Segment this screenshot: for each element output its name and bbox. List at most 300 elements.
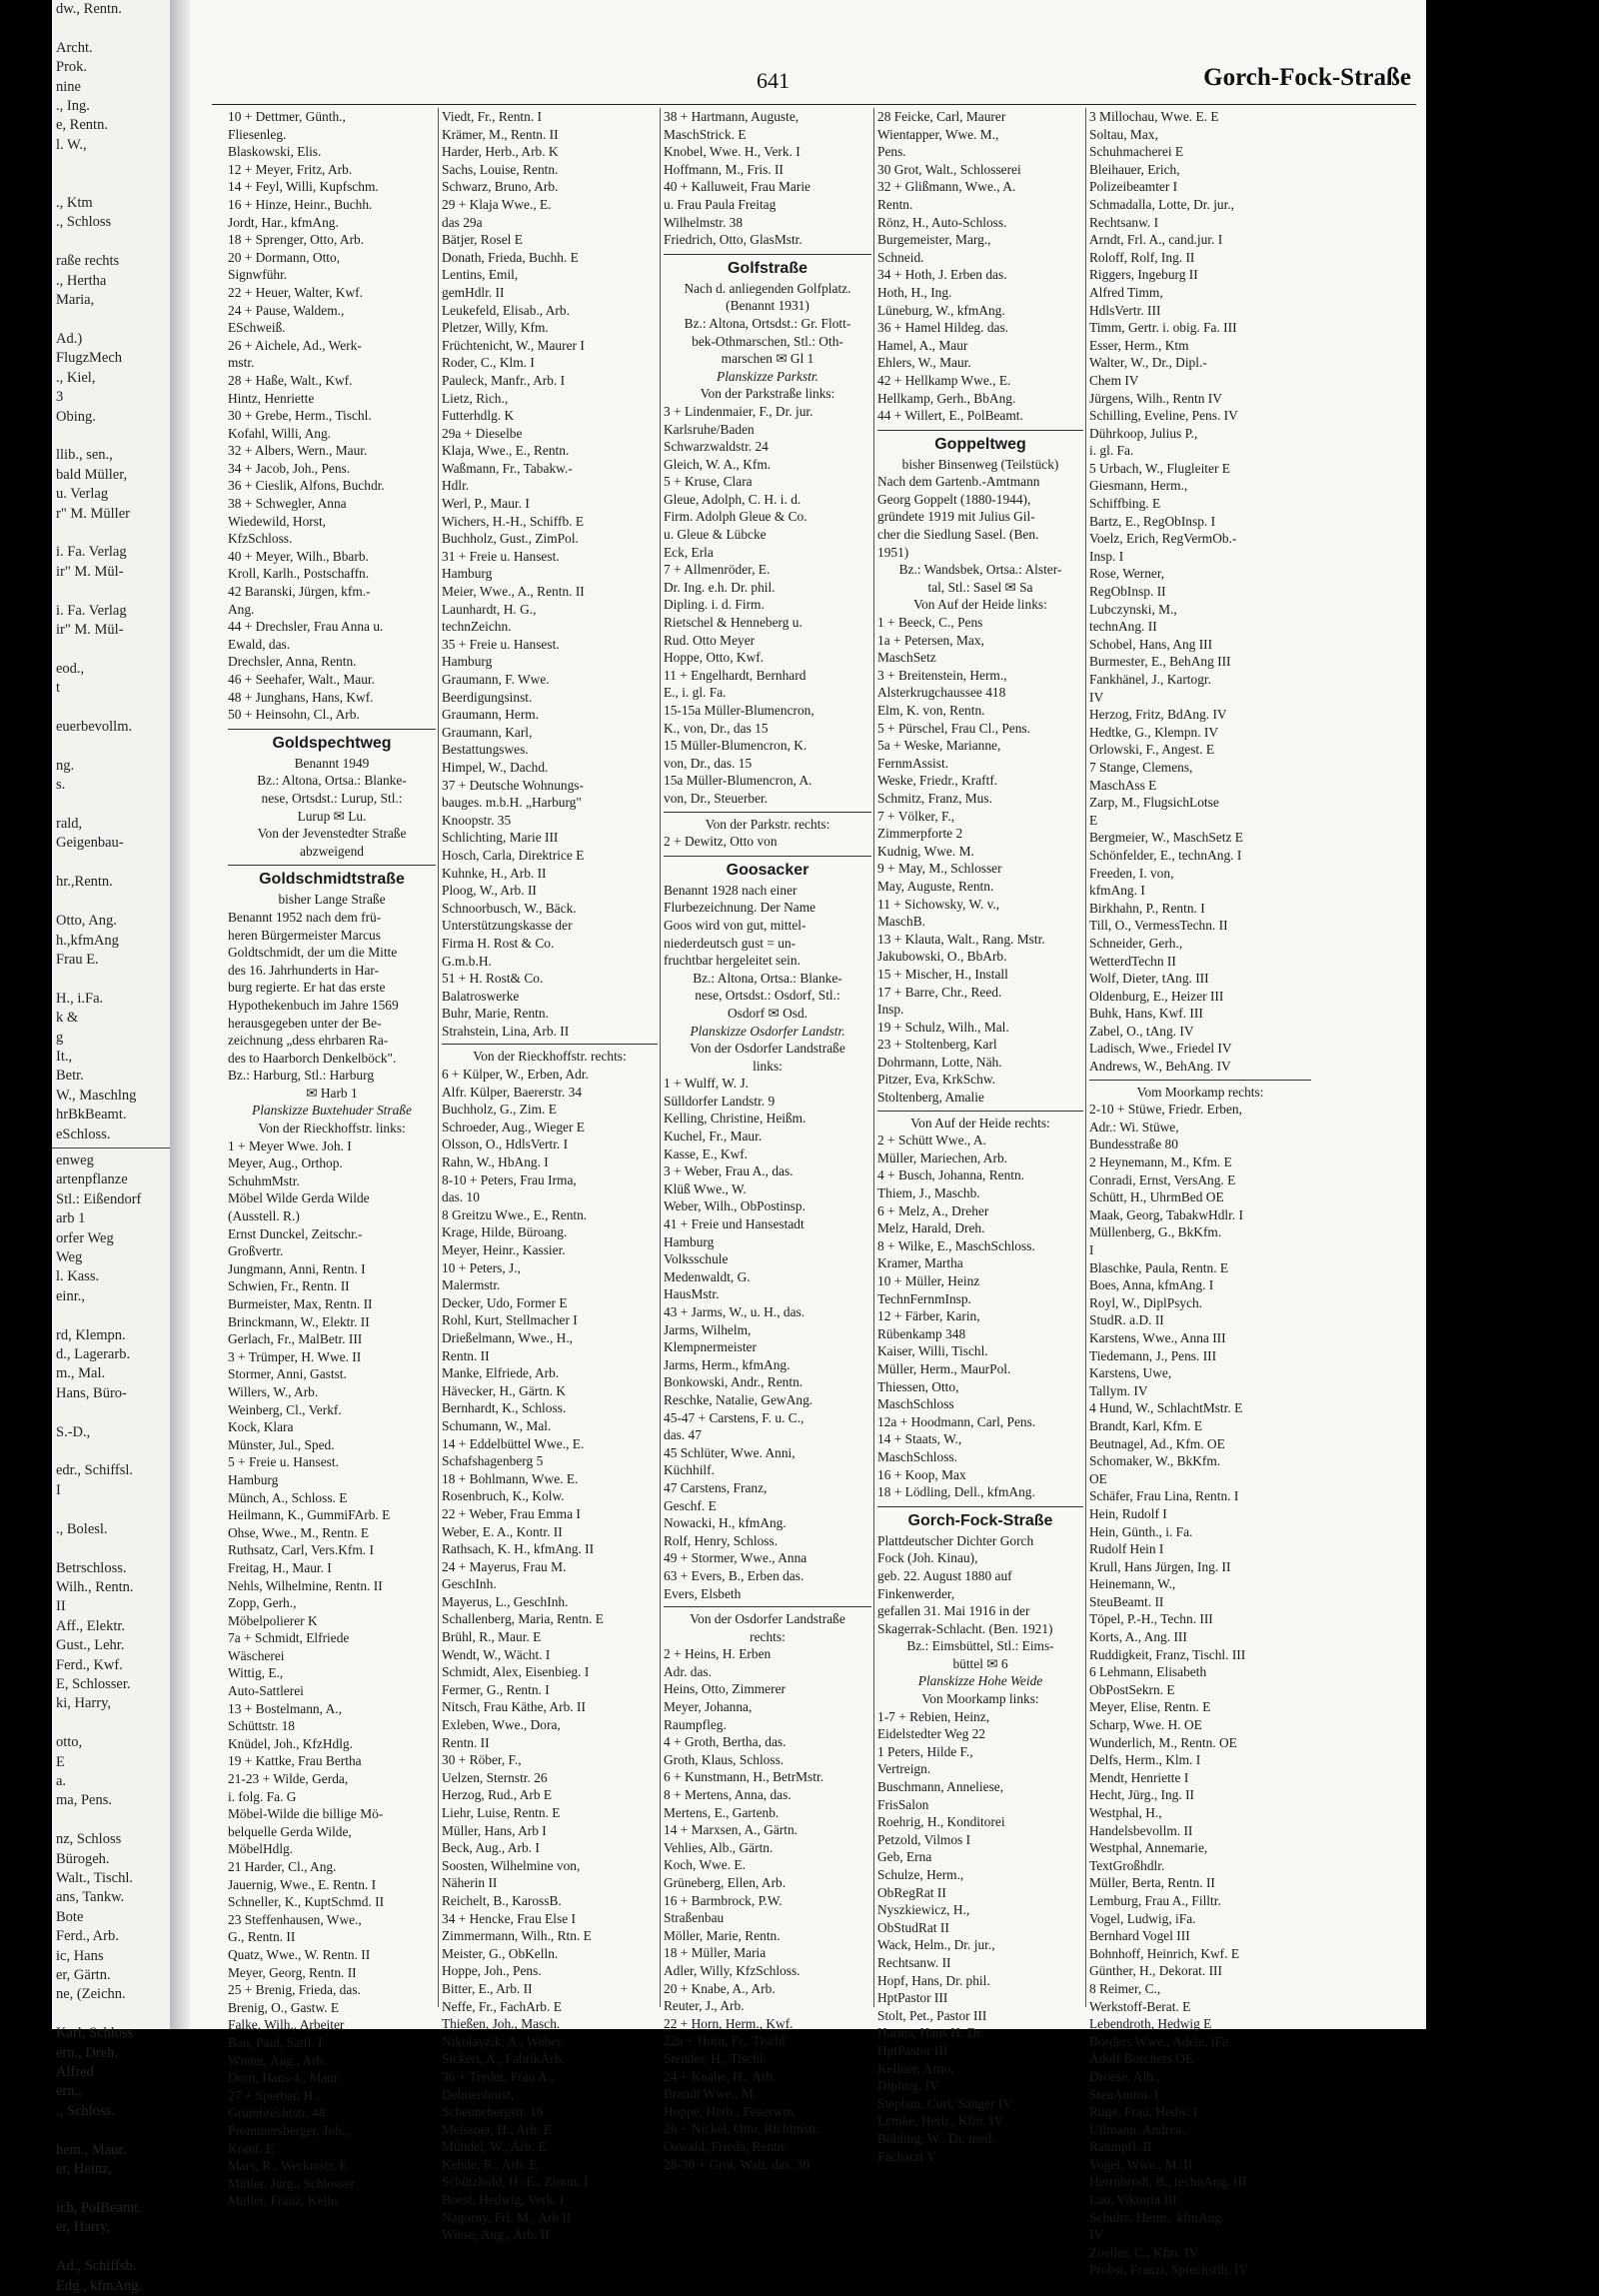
directory-entry: Krämer, M., Rentn. II xyxy=(442,126,559,142)
directory-entry: Neffe, Fr., FachArb. E xyxy=(442,1998,562,2014)
street-note: Bz.: Altona, Ortsa.: Blanke- xyxy=(693,970,842,986)
facing-page-text: Karl, Schloss xyxy=(56,2025,134,2042)
directory-entry: Hoppe, Herb., Feuerwm. xyxy=(664,2103,798,2119)
directory-entry: 3 + Weber, Frau A., das. xyxy=(664,1163,794,1179)
directory-entry: Hellkamp, Gerh., BbAng. xyxy=(877,390,1016,406)
directory-entry: Weber, E. A., Kontr. II xyxy=(442,1523,563,1539)
facing-page-text xyxy=(52,2005,170,2024)
directory-entry: Kudnig, Wwe. M. xyxy=(877,843,974,859)
directory-entry: Dipling. IV xyxy=(877,2078,939,2094)
directory-entry: Bau, Paul, Sattl. I xyxy=(228,2034,323,2050)
directory-entry: Nowacki, H., kfmAng. xyxy=(664,1515,787,1531)
directory-entry: cher die Siedlung Sasel. (Ben. xyxy=(877,527,1039,543)
directory-entry: Münch, A., Schloss. E xyxy=(228,1489,348,1505)
directory-entry: Thießen, Joh., Masch. xyxy=(442,2016,561,2032)
directory-entry: 6 + Külper, W., Erben, Adr. xyxy=(442,1067,589,1083)
facing-page-text: einr., xyxy=(56,1287,85,1304)
facing-page-text: otto, xyxy=(56,1734,83,1751)
facing-page-text xyxy=(52,311,170,330)
directory-entry: Alfr. Külper, Baererstr. 34 xyxy=(442,1084,583,1100)
directory-entry: Thiessen, Otto, xyxy=(877,1378,959,1394)
directory-entry: Hoppe, Joh., Pens. xyxy=(442,1963,542,1979)
directory-entry: Werl, P., Maur. I xyxy=(442,496,530,512)
directory-entry: Roloff, Rolf, Ing. II xyxy=(1089,249,1195,265)
directory-entry: Hoppe, Otto, Kwf. xyxy=(664,650,765,666)
directory-entry: kfmAng. I xyxy=(1089,883,1145,899)
facing-page-text: It., xyxy=(56,1048,73,1065)
directory-entry: Rudolf Hein I xyxy=(1089,1541,1164,1557)
directory-entry: Volksschule xyxy=(664,1251,729,1267)
directory-entry: Schwarz, Bruno, Arb. xyxy=(442,179,559,195)
directory-entry: 2 + Dewitz, Otto von xyxy=(664,834,778,850)
directory-entry: GeschInh. xyxy=(442,1576,497,1592)
facing-page-text xyxy=(52,854,170,873)
directory-entry: 50 + Heinsohn, Cl., Arb. xyxy=(228,707,360,723)
directory-entry: Wendt, W., Wächt. I xyxy=(442,1646,551,1662)
directory-entry: Stephan, Curt, Sänger IV xyxy=(877,2095,1012,2111)
directory-entry: 1-7 + Rebien, Heinz, xyxy=(877,1708,990,1724)
directory-entry: technAng. II xyxy=(1089,619,1157,635)
directory-entry: gefallen 31. Mai 1916 in der xyxy=(877,1603,1030,1619)
facing-page-text xyxy=(52,2121,170,2140)
facing-page-text: enweg xyxy=(56,1151,94,1168)
directory-entry: Waßmann, Fr., Tabakw.- xyxy=(442,460,573,476)
directory-entry: 27 + Sperber, H., xyxy=(228,2087,320,2103)
directory-entry: 38 + Schwegler, Anna xyxy=(228,496,347,512)
directory-entry: Fliesenleg. xyxy=(228,126,287,142)
facing-page-text xyxy=(52,1539,170,1558)
directory-entry: Falke, Wilh., Arbeiter xyxy=(228,2017,345,2033)
directory-entry: Ploog, W., Arb. II xyxy=(442,883,537,899)
facing-page-text: Otto, Ang. xyxy=(56,913,117,930)
directory-entry: Donath, Frieda, Buchh. E xyxy=(442,249,579,265)
directory-entry: Hypothekenbuch im Jahre 1569 xyxy=(228,997,399,1013)
directory-entry: Schüttstr. 18 xyxy=(228,1718,295,1734)
directory-entry: 8 Reimer, C., xyxy=(1089,1980,1161,1996)
directory-column-4 xyxy=(877,108,1083,2164)
facing-page-text: g xyxy=(56,1029,64,1046)
facing-page-text xyxy=(52,1306,170,1325)
facing-page-text: II xyxy=(56,1598,66,1615)
facing-page-text: er, Harry, xyxy=(56,2219,111,2236)
facing-page-text: i. Fa. Verlag xyxy=(56,602,127,619)
directory-entry: Mertens, E., Gartenb. xyxy=(664,1804,780,1820)
directory-entry: 16 + Hinze, Heinr., Buchh. xyxy=(228,196,373,212)
directory-entry: 14 + Marxsen, A., Gärtn. xyxy=(664,1822,798,1838)
facing-page-text xyxy=(52,582,170,601)
street-note: Von Auf der Heide links: xyxy=(913,597,1047,613)
directory-entry: Karstens, Uwe, xyxy=(1089,1365,1172,1381)
directory-entry: FernmAssist. xyxy=(877,755,949,771)
section-rule xyxy=(877,1111,1083,1112)
directory-entry: HdlsVertr. III xyxy=(1089,302,1161,318)
directory-entry: MaschStrick. E xyxy=(664,126,747,142)
directory-entry: Raumpfl. II xyxy=(1089,2139,1152,2155)
directory-entry: 7 + Völker, F., xyxy=(877,808,955,824)
directory-entry: von, Dr., Steuerber. xyxy=(664,790,769,806)
directory-entry: 22 + Weber, Frau Emma I xyxy=(442,1505,581,1521)
directory-entry: Werkstoff-Berat. E xyxy=(1089,1998,1191,2014)
directory-entry: geb. 22. August 1880 auf xyxy=(877,1567,1012,1583)
directory-entry: 30 + Röber, F., xyxy=(442,1752,522,1768)
facing-page-text: i. Fa. Verlag xyxy=(56,544,127,561)
directory-entry: Mars, R., Werkmstr. E xyxy=(228,2158,348,2174)
directory-entry: Malermstr. xyxy=(442,1277,501,1293)
directory-entry: Gleich, W. A., Kfm. xyxy=(664,456,772,472)
facing-page-text: ., Kiel, xyxy=(56,369,96,386)
facing-page-text: 3 xyxy=(56,389,64,406)
directory-entry: ObRegRat II xyxy=(877,1884,946,1900)
directory-entry: Bartz, E., RegObInsp. I xyxy=(1089,513,1216,529)
directory-entry: Jürgens, Wilh., Rentn IV xyxy=(1089,390,1222,406)
directory-column-5 xyxy=(1089,108,1311,2278)
directory-entry: Buhk, Hans, Kwf. III xyxy=(1089,1006,1203,1022)
directory-entry: Insp. I xyxy=(1089,548,1124,564)
directory-entry: Hopf, Hans, Dr. phil. xyxy=(877,1972,990,1988)
directory-entry: 3 + Lindenmaier, F., Dr. jur. xyxy=(664,403,813,419)
facing-page-text xyxy=(52,2180,170,2199)
directory-entry: Müller, Hans, Arb I xyxy=(442,1822,547,1838)
directory-entry: Burgemeister, Marg., xyxy=(877,232,991,248)
directory-entry: Giesmann, Herm., xyxy=(1089,478,1188,494)
directory-entry: Fock (Joh. Kinau), xyxy=(877,1550,978,1566)
directory-entry: Vertreign. xyxy=(877,1761,931,1777)
directory-entry: (Ausstell. R.) xyxy=(228,1208,300,1224)
directory-entry: 21 Harder, Cl., Ang. xyxy=(228,1859,337,1874)
directory-entry: Pitzer, Eva, KrkSchw. xyxy=(877,1072,995,1088)
directory-entry: Rathsach, K. H., kfmAng. II xyxy=(442,1541,595,1557)
directory-entry: MaschSetz xyxy=(877,650,936,666)
directory-entry: Klüß Wwe., W. xyxy=(664,1180,747,1196)
directory-entry: Finkenwerder, xyxy=(877,1585,955,1601)
directory-entry: MaschAss E xyxy=(1089,777,1157,793)
directory-entry: Weber, Wilh., ObPostinsp. xyxy=(664,1198,805,1214)
directory-entry: Schroeder, Aug., Wieger E xyxy=(442,1119,585,1135)
directory-entry: Stolt, Pet., Pastor III xyxy=(877,2007,987,2023)
directory-entry: Harms, Hans H. Dr. xyxy=(877,2025,984,2041)
directory-entry: 12 + Meyer, Fritz, Arb. xyxy=(228,161,353,177)
directory-entry: Jakubowski, O., BbArb. xyxy=(877,949,1007,965)
directory-entry: Knoopstr. 35 xyxy=(442,812,512,828)
map-reference: Planskizze Parkstr. xyxy=(717,368,818,384)
directory-entry: Meyer, Elise, Rentn. E xyxy=(1089,1699,1211,1715)
directory-entry: Graumann, Karl, xyxy=(442,724,533,740)
directory-entry: Chem IV xyxy=(1089,372,1139,388)
directory-entry: Boest, Hedwig, Verk. I xyxy=(442,2192,565,2208)
directory-entry: mstr. xyxy=(228,355,255,371)
directory-entry: Hoffmann, M., Fris. II xyxy=(664,161,784,177)
directory-entry: 3 + Trümper, H. Wwe. II xyxy=(228,1348,362,1364)
directory-entry: Jungmann, Anni, Rentn. I xyxy=(228,1260,366,1276)
directory-entry: G.m.b.H. xyxy=(442,953,492,969)
directory-entry: 63 + Evers, B., Erben das. xyxy=(664,1567,804,1583)
facing-page-text xyxy=(52,19,170,38)
directory-entry: burg regierte. Er hat das erste xyxy=(228,980,386,996)
directory-entry: Timm, Gertr. i. obig. Fa. III xyxy=(1089,320,1237,336)
facing-page-text: eSchloss. xyxy=(56,1126,111,1143)
directory-entry: Bundesstraße 80 xyxy=(1089,1137,1178,1152)
directory-entry: Vogel, Ludwig, iFa. xyxy=(1089,1910,1196,1926)
directory-entry: E., i. gl. Fa. xyxy=(664,685,727,701)
directory-entry: Jarms, Herm., kfmAng. xyxy=(664,1356,791,1372)
directory-entry: Nach dem Gartenb.-Amtmann xyxy=(877,474,1040,490)
facing-page-text: raße rechts xyxy=(56,253,120,270)
directory-entry: 11 + Engelhardt, Bernhard xyxy=(664,667,806,683)
facing-page-text: er, Heinz, xyxy=(56,2161,113,2178)
directory-entry: 47 Carstens, Franz, xyxy=(664,1479,768,1495)
facing-page-text: ne, (Zeichn. xyxy=(56,1986,126,2003)
directory-entry: 25 + Brenig, Frieda, das. xyxy=(228,1982,361,1998)
directory-entry: Schobel, Hans, Ang III xyxy=(1089,636,1213,652)
directory-entry: Zabel, O., tAng. IV xyxy=(1089,1023,1194,1039)
directory-entry: Delfs, Herm., Klm. I xyxy=(1089,1752,1201,1768)
directory-entry: Dorn, Hans-J., Maur. xyxy=(228,2070,342,2086)
street-note: Von der Parkstr. rechts: xyxy=(705,816,830,832)
directory-entry: Mendt, Henriette I xyxy=(1089,1769,1189,1785)
directory-entry: 42 + Hellkamp Wwe., E. xyxy=(877,372,1011,388)
facing-page-text: artenpflanze xyxy=(56,1171,128,1188)
facing-page-text xyxy=(52,427,170,446)
directory-entry: 34 + Jacob, Joh., Pens. xyxy=(228,460,351,476)
directory-entry: Müller, Mariechen, Arb. xyxy=(877,1149,1007,1165)
street-note: Lurup ✉ Lu. xyxy=(297,808,367,824)
directory-entry: 41 + Freie und Hansestadt xyxy=(664,1216,804,1232)
directory-entry: Skagerrak-Schlacht. (Ben. 1921) xyxy=(877,1620,1053,1636)
facing-page-text: I xyxy=(56,1481,61,1498)
directory-entry: Kranf. E xyxy=(228,2140,275,2156)
directory-entry: Schwarzwaldstr. 24 xyxy=(664,439,769,455)
directory-entry: Petzold, Vilmos I xyxy=(877,1831,971,1847)
directory-entry: Lüneburg, W., kfmAng. xyxy=(877,302,1005,318)
street-note: Von Auf der Heide rechts: xyxy=(910,1115,1050,1131)
directory-entry: Heins, Otto, Zimmerer xyxy=(664,1681,786,1697)
directory-entry: Manke, Elfriede, Arb. xyxy=(442,1365,560,1381)
directory-entry: ESchweiß. xyxy=(228,320,286,336)
directory-entry: u. Gleue & Lübcke xyxy=(664,527,767,543)
directory-entry: Hosch, Carla, Direktrice E xyxy=(442,847,585,863)
directory-entry: Uelzen, Sternstr. 26 xyxy=(442,1769,548,1785)
directory-entry: Voelz, Erich, RegVermOb.- xyxy=(1089,531,1237,547)
column-divider xyxy=(1085,108,1086,2007)
facing-page-text xyxy=(52,796,170,815)
directory-entry: Meyer, Georg, Rentn. II xyxy=(228,1964,357,1980)
directory-entry: 8-10 + Peters, Frau Irma, xyxy=(442,1171,577,1187)
directory-entry: 1951) xyxy=(877,544,909,560)
directory-entry: Meier, Wwe., A., Rentn. II xyxy=(442,584,585,600)
directory-entry: Buchholz, Gust., ZimPol. xyxy=(442,531,579,547)
facing-page-text: E, Schlosser. xyxy=(56,1675,131,1692)
directory-entry: ObPostSekrn. E xyxy=(1089,1681,1175,1697)
directory-entry: Dührkoop, Julius P., xyxy=(1089,425,1198,441)
directory-entry: 28 Feicke, Carl, Maurer xyxy=(877,109,1006,124)
directory-entry: Schultz, Herm., kfmAng. xyxy=(1089,2209,1225,2225)
facing-page-fragment xyxy=(52,0,171,2294)
map-reference: Planskizze Hohe Weide xyxy=(917,1673,1043,1689)
directory-entry: Adr.: Wi. Stüwe, xyxy=(1089,1119,1179,1135)
directory-entry: 51 + H. Rost& Co. xyxy=(442,971,544,987)
directory-entry: 24 + Pause, Waldem., xyxy=(228,302,345,318)
directory-entry: 3 + Breitenstein, Herm., xyxy=(877,667,1007,683)
section-rule xyxy=(664,1606,871,1607)
directory-entry: Früchtenicht, W., Maurer I xyxy=(442,337,585,353)
book-gutter xyxy=(170,0,190,2029)
facing-page-text: dw., Rentn. xyxy=(56,1,122,17)
directory-entry: Weske, Friedr., Kraftf. xyxy=(877,773,998,789)
directory-entry: Grüneberg, Ellen, Arb. xyxy=(664,1875,787,1890)
directory-entry: Stender, H., Tischl. xyxy=(664,2050,767,2066)
directory-entry: Jordt, Har., kfmAng. xyxy=(228,214,339,230)
directory-entry: Flurbezeichnung. Der Name xyxy=(664,900,816,916)
facing-page-text: H., i.Fa. xyxy=(56,990,104,1007)
directory-entry: Schneller, K., KuptSchmd. II xyxy=(228,1894,385,1910)
column-divider xyxy=(660,108,661,2007)
facing-page-text: hrBkBeamt. xyxy=(56,1107,127,1124)
directory-entry: Roehrig, H., Konditorei xyxy=(877,1814,1005,1830)
directory-entry: 20 + Knabe, A., Arb. xyxy=(664,1980,776,1996)
directory-entry: 5 Urbach, W., Flugleiter E xyxy=(1089,460,1230,476)
directory-entry: Nitsch, Frau Käthe, Arb. II xyxy=(442,1699,586,1715)
directory-entry: 2-10 + Stüwe, Friedr. Erben, xyxy=(1089,1102,1242,1118)
street-note: Von der Rieckhoffstr. links: xyxy=(258,1121,406,1137)
directory-entry: StudR. a.D. II xyxy=(1089,1312,1164,1328)
directory-entry: Wientapper, Wwe. M., xyxy=(877,126,999,142)
directory-entry: G., Rentn. II xyxy=(228,1929,296,1945)
directory-entry: Lemke, Herb., Kfm. IV xyxy=(877,2113,1004,2129)
directory-entry: MaschSchloss xyxy=(877,1396,954,1412)
directory-entry: Maak, Georg, TabakwHdlr. I xyxy=(1089,1206,1244,1222)
facing-page-text: hr.,Rentn. xyxy=(56,874,113,891)
directory-entry: Schiffbing. E xyxy=(1089,496,1161,512)
directory-entry: Winter, Aug., Arb. xyxy=(228,2052,327,2068)
directory-entry: Polizeibeamter I xyxy=(1089,179,1178,195)
facing-page-text: ki, Harry, xyxy=(56,1695,112,1712)
directory-entry: Goos wird von gut, mittel- xyxy=(664,917,806,933)
facing-page-text: Walt., Tischl. xyxy=(56,1870,133,1886)
directory-entry: E xyxy=(1089,812,1098,828)
directory-entry: Jauernig, Wwe., E. Rentn. I xyxy=(228,1876,377,1892)
directory-entry: Schumann, W., Mal. xyxy=(442,1417,552,1433)
facing-page-text: nz, Schloss xyxy=(56,1831,122,1848)
directory-entry: Hein, Günth., i. Fa. xyxy=(1089,1523,1193,1539)
directory-entry: Quatz, Wwe., W. Rentn. II xyxy=(228,1946,371,1962)
directory-entry: Vogel, Wwe., M. II xyxy=(1089,2156,1193,2172)
directory-entry: 12a + Hoodmann, Carl, Pens. xyxy=(877,1413,1036,1429)
directory-entry: Bleihauer, Erich, xyxy=(1089,161,1180,177)
street-note: Von der Osdorfer Landstraße xyxy=(690,1041,845,1057)
directory-entry: Mündel, W., Arb. E xyxy=(442,2139,547,2155)
directory-entry: Weinberg, Cl., Verkf. xyxy=(228,1401,342,1417)
directory-entry: Krull, Hans Jürgen, Ing. II xyxy=(1089,1558,1231,1574)
directory-entry: Benannt 1952 nach dem frü- xyxy=(228,909,382,925)
facing-page-text: ., Schloss. xyxy=(56,2102,115,2119)
directory-entry: 2 Heynemann, M., Kfm. E xyxy=(1089,1154,1232,1170)
directory-entry: Rohl, Kurt, Stellmacher I xyxy=(442,1312,578,1328)
directory-entry: heren Bürgermeister Marcus xyxy=(228,927,381,943)
directory-entry: Alfred Timm, xyxy=(1089,284,1163,300)
directory-entry: 15 + Mischer, H., Install xyxy=(877,966,1008,982)
facing-page-text: Betr. xyxy=(56,1068,84,1085)
facing-page-text: eod., xyxy=(56,660,85,677)
directory-entry: 20 + Dormann, Otto, xyxy=(228,249,341,265)
facing-page-text xyxy=(52,524,170,543)
directory-entry: SteuBeamt. II xyxy=(1089,1593,1164,1609)
directory-entry: Wichers, H.-H., Schiffb. E xyxy=(442,513,585,529)
directory-entry: Conradi, Ernst, VersAng. E xyxy=(1089,1171,1236,1187)
street-heading: Goldschmidtstraße xyxy=(228,865,436,891)
directory-entry: Mayerus, L., GeschInh. xyxy=(442,1593,569,1609)
directory-entry: Brandt, Karl, Kfm. E xyxy=(1089,1417,1203,1433)
directory-entry: Lebendroth, Hedwig E xyxy=(1089,2016,1212,2032)
directory-entry: Schönfelder, E., technAng. I xyxy=(1089,847,1242,863)
directory-entry: Groth, Klaus, Schloss. xyxy=(664,1751,785,1767)
directory-entry: SchuhmMstr. xyxy=(228,1172,300,1188)
facing-page-text: W., Maschlng xyxy=(56,1087,137,1104)
facing-page-text: ., Ktm xyxy=(56,195,93,212)
column-divider xyxy=(873,108,874,2007)
directory-entry: Kasse, E., Kwf. xyxy=(664,1146,749,1161)
directory-entry: niederdeutsch gust = un- xyxy=(664,935,797,951)
directory-entry: Scharp, Wwe. H. OE xyxy=(1089,1717,1202,1733)
directory-entry: Oswald, Frieda, Rentn. xyxy=(664,2138,788,2154)
directory-entry: Näherin II xyxy=(442,1875,498,1891)
directory-entry: Auto-Sattlerei xyxy=(228,1683,304,1699)
directory-entry: Schmitz, Franz, Mus. xyxy=(877,790,992,806)
facing-page-text: Ferd., Kwf. xyxy=(56,1656,123,1673)
directory-entry: SteuAmtm. I xyxy=(1089,2086,1159,2102)
page-number: 641 xyxy=(757,68,790,93)
directory-entry: 44 + Willert, E., PolBeamt. xyxy=(877,408,1023,424)
directory-entry: Adr. das. xyxy=(664,1663,712,1679)
directory-entry: Schützhold, H.-E., Zimm. I xyxy=(442,2174,589,2190)
directory-entry: Facharzt V xyxy=(877,2148,936,2164)
directory-entry: 22 + Heuer, Walter, Kwf. xyxy=(228,284,363,300)
directory-entry: Esser, Herm., Ktm xyxy=(1089,337,1189,353)
directory-entry: Decker, Udo, Former E xyxy=(442,1294,568,1310)
directory-entry: I xyxy=(1089,1242,1094,1257)
facing-page-text: Ad.) xyxy=(56,330,83,347)
directory-entry: TextGroßhdlr. xyxy=(1089,1857,1165,1873)
directory-entry: Strahstein, Lina, Arb. II xyxy=(442,1023,570,1039)
directory-entry: 6 Lehmann, Elisabeth xyxy=(1089,1664,1207,1680)
directory-entry: Karstens, Wwe., Anna III xyxy=(1089,1329,1226,1345)
directory-entry: 6 + Kunstmann, H., BetrMstr. xyxy=(664,1769,824,1785)
facing-page-text xyxy=(52,233,170,252)
facing-page-text: ng. xyxy=(56,757,75,774)
directory-entry: 8 + Wilke, E., MaschSchloss. xyxy=(877,1237,1035,1253)
directory-entry: 34 + Hoth, J. Erben das. xyxy=(877,267,1007,283)
directory-entry: Leukefeld, Elisab., Arb. xyxy=(442,302,570,318)
directory-entry: Karlsruhe/Baden xyxy=(664,421,755,437)
column-divider xyxy=(438,108,439,2007)
directory-entry: Handelsbevollm. II xyxy=(1089,1822,1193,1838)
directory-entry: Rud. Otto Meyer xyxy=(664,632,756,648)
directory-entry: 1 + Beeck, C., Pens xyxy=(877,615,983,631)
directory-entry: Lentins, Emil, xyxy=(442,267,519,283)
facing-page-text xyxy=(52,1403,170,1422)
directory-entry: 1 + Meyer Wwe. Joh. I xyxy=(228,1138,352,1153)
facing-page-text: k & xyxy=(56,1010,79,1027)
directory-entry: Graumann, Herm. xyxy=(442,707,540,723)
facing-page-text: E xyxy=(56,1753,65,1770)
street-note: links: xyxy=(753,1058,783,1074)
directory-entry: Rolf, Henry, Schloss. xyxy=(664,1532,779,1548)
directory-entry: Hoth, H., Ing. xyxy=(877,284,952,300)
directory-entry: 1 Peters, Hilde F., xyxy=(877,1743,973,1759)
directory-entry: zeichnung „dess ehrbaren Ra- xyxy=(228,1033,389,1049)
directory-entry: Korts, A., Ang. III xyxy=(1089,1629,1187,1645)
directory-entry: 4 + Groth, Bertha, das. xyxy=(664,1734,787,1750)
street-heading: Gorch-Fock-Straße xyxy=(877,1506,1083,1532)
